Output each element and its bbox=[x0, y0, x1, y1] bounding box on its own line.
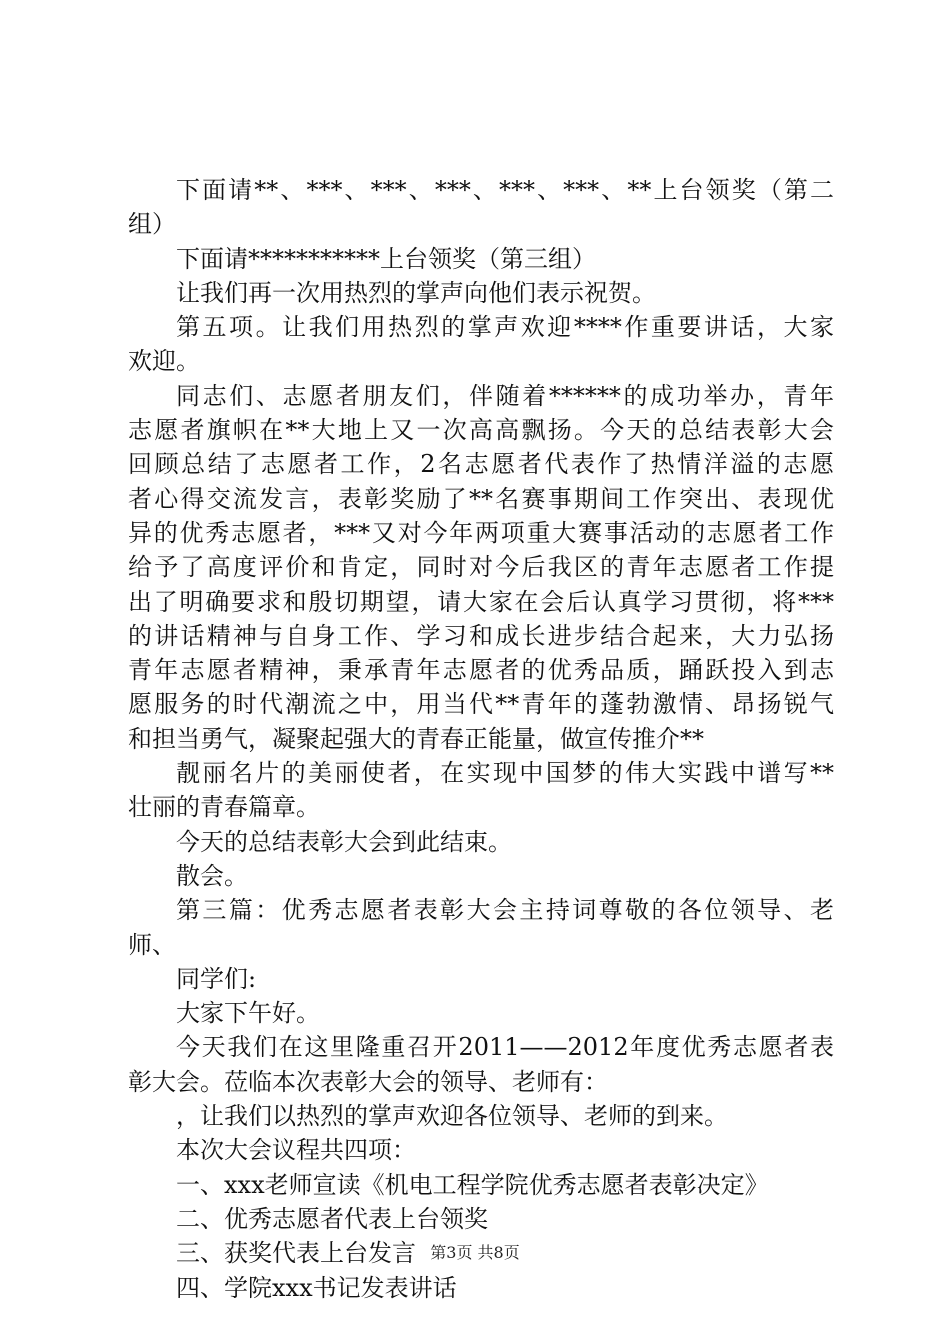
text-line: 让我们再一次用热烈的掌声向他们表示祝贺。 bbox=[176, 278, 656, 307]
document-body bbox=[128, 173, 834, 1305]
text-line: 组） bbox=[128, 210, 176, 239]
page-footer: 第3页 共8页 bbox=[430, 1243, 520, 1262]
text-line: 青年志愿者精神，秉承青年志愿者的优秀品质，踊跃投入到志 bbox=[128, 656, 834, 685]
text-line: 彰大会。莅临本次表彰大会的领导、老师有： bbox=[128, 1067, 608, 1096]
text-line: ，让我们以热烈的掌声欢迎各位领导、老师的到来。 bbox=[176, 1102, 728, 1131]
text-line: 壮丽的青春篇章。 bbox=[128, 793, 320, 822]
text-line: 今天的总结表彰大会到此结束。 bbox=[176, 827, 512, 856]
text-line: 回顾总结了志愿者工作，2名志愿者代表作了热情洋溢的志愿 bbox=[128, 450, 834, 479]
text-line: 靓丽名片的美丽使者，在实现中国梦的伟大实践中谱写** bbox=[176, 759, 834, 788]
text-line: 三、获奖代表上台发言 bbox=[176, 1239, 416, 1268]
text-line: 大家下午好。 bbox=[176, 999, 320, 1028]
text-line: 给予了高度评价和肯定，同时对今后我区的青年志愿者工作提 bbox=[128, 553, 834, 582]
text-line: 下面请***********上台领奖（第三组） bbox=[176, 244, 596, 273]
text-line: 散会。 bbox=[176, 861, 248, 890]
text-line: 本次大会议程共四项： bbox=[176, 1136, 416, 1165]
text-line: 者心得交流发言，表彰奖励了**名赛事期间工作突出、表现优 bbox=[128, 484, 834, 513]
text-line: 和担当勇气，凝聚起强大的青春正能量，做宣传推介** bbox=[128, 724, 704, 753]
text-line: 同志们、志愿者朋友们，伴随着******的成功举办，青年 bbox=[176, 381, 834, 410]
text-line: 下面请**、***、***、***、***、***、**上台领奖（第二 bbox=[176, 176, 834, 204]
text-line: 志愿者旗帜在**大地上又一次高高飘扬。今天的总结表彰大会 bbox=[128, 416, 834, 445]
text-line: 一、xxx老师宣读《机电工程学院优秀志愿者表彰决定》 bbox=[176, 1170, 769, 1199]
text-line: 第五项。让我们用热烈的掌声欢迎****作重要讲话，大家 bbox=[176, 313, 834, 342]
text-line: 出了明确要求和殷切期望，请大家在会后认真学习贯彻，将*** bbox=[128, 587, 834, 616]
text-line: 今天我们在这里隆重召开2011——2012年度优秀志愿者表 bbox=[176, 1033, 834, 1062]
text-line: 第三篇：优秀志愿者表彰大会主持词尊敬的各位领导、老 bbox=[176, 896, 834, 925]
text-line: 的讲话精神与自身工作、学习和成长进步结合起来，大力弘扬 bbox=[128, 621, 834, 650]
text-line: 愿服务的时代潮流之中，用当代**青年的蓬勃激情、昂扬锐气 bbox=[128, 690, 834, 719]
text-line: 同学们: bbox=[176, 964, 257, 993]
text-line: 欢迎。 bbox=[128, 347, 200, 376]
text-line: 二、优秀志愿者代表上台领奖 bbox=[176, 1204, 488, 1233]
text-line: 异的优秀志愿者，***又对今年两项重大赛事活动的志愿者工作 bbox=[128, 518, 834, 547]
text-line: 师、 bbox=[128, 930, 176, 959]
text-line: 四、学院xxx书记发表讲话 bbox=[176, 1273, 457, 1302]
